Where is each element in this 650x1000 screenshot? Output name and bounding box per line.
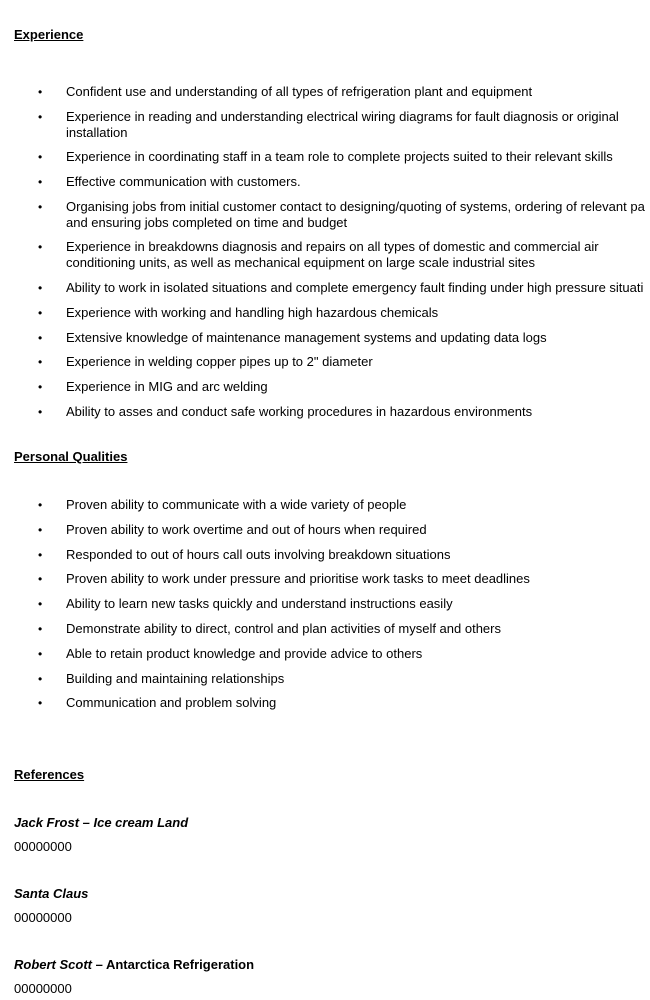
list-item [0,174,650,190]
list-item-text: Responded to out of hours call outs involving breakdown situations [66,546,451,562]
list-item-text: installation [66,124,128,140]
list-item [0,671,650,687]
list-item-text: Able to retain product knowledge and provide advice to others [66,645,423,661]
list-item-text: Experience in coordinating staff in a team role to complete projects suited to their relevant skills [66,149,613,165]
bullet-icon: • [38,109,43,124]
experience-list [0,84,650,428]
list-item [0,404,650,420]
list-item-text: Communication and problem solving [66,695,277,711]
list-item-text: Extensive knowledge of maintenance management systems and updating data logs [66,329,547,345]
list-item [0,571,650,587]
references-heading: References [14,767,85,782]
list-item [0,621,650,637]
reference-name [14,886,88,902]
list-item [0,239,650,271]
list-item [0,149,650,165]
list-item-text: Effective communication with customers. [66,174,301,190]
bullet-icon: • [38,498,43,512]
list-item [0,596,650,612]
list-item [0,547,650,563]
list-item [0,84,650,100]
list-item-text: Proven ability to communicate with a wide variety of people [66,497,407,512]
list-item [0,330,650,346]
reference-phone: 00000000 [14,981,72,996]
list-item-text: Experience in breakdowns diagnosis and repairs on all types of domestic and commercial air [66,239,599,255]
bullet-icon: • [38,150,43,165]
list-item-text: Ability to work in isolated situations and complete emergency fault finding under high pressure situati [66,280,644,296]
list-item-text: Experience in reading and understanding electrical wiring diagrams for fault diagnosis or original [66,108,619,124]
bullet-icon: • [38,572,43,587]
list-item-text: Ability to learn new tasks quickly and understand instructions easily [66,596,453,612]
list-item [0,199,650,231]
bullet-icon: • [38,240,43,255]
list-item-text: Proven ability to work overtime and out of hours when required [66,521,427,537]
list-item-text: Proven ability to work under pressure and prioritise work tasks to meet deadlines [66,571,530,587]
bullet-icon: • [38,355,43,370]
reference-name-italic: Robert Scott [14,957,92,972]
list-item [0,109,650,141]
reference-name-italic: Jack Frost – Ice cream Land [14,815,189,830]
list-item [0,379,650,395]
list-item [0,305,650,321]
bullet-icon: • [38,305,43,320]
list-item-text: Organising jobs from initial customer contact to designing/quoting of systems, ordering of relevant pa [66,198,645,214]
list-item [0,497,650,513]
bullet-icon: • [38,404,43,419]
list-item-text: Demonstrate ability to direct, control and plan activities of myself and others [66,620,501,636]
list-item-text: Experience with working and handling high hazardous chemicals [66,304,439,320]
list-item [0,646,650,662]
bullet-icon: • [38,379,43,394]
bullet-icon: • [38,85,43,99]
list-item-text: and ensuring jobs completed on time and budget [66,214,348,230]
list-item-text: Building and maintaining relationships [66,670,285,686]
bullet-icon: • [38,330,43,345]
reference-phone: 00000000 [14,839,72,854]
list-item-text: Confident use and understanding of all types of refrigeration plant and equipment [66,84,533,99]
list-item [0,695,650,711]
bullet-icon: • [38,199,43,214]
bullet-icon: • [38,597,43,612]
reference-name-italic: Santa Claus [14,886,89,901]
bullet-icon: • [38,621,43,636]
bullet-icon: • [38,646,43,661]
list-item-text: Experience in MIG and arc welding [66,378,268,394]
bullet-icon: • [38,522,43,537]
reference-name [14,957,254,973]
list-item-text: conditioning units, as well as mechanical equipment on large scale industrial sites [66,255,535,271]
list-item [0,522,650,538]
list-item [0,354,650,370]
reference-name-plain: – Antarctica Refrigeration [92,957,255,972]
reference-phone: 00000000 [14,910,72,925]
bullet-icon: • [38,175,43,190]
experience-heading: Experience [14,27,84,42]
bullet-icon: • [38,671,43,686]
reference-name [14,815,188,831]
list-item-text: Ability to asses and conduct safe working procedures in hazardous environments [66,403,533,419]
personal-qualities-heading: Personal Qualities [14,449,128,464]
bullet-icon: • [38,281,43,296]
personal-qualities-list [0,497,650,720]
bullet-icon: • [38,696,43,711]
bullet-icon: • [38,547,43,562]
list-item [0,280,650,296]
list-item-text: Experience in welding copper pipes up to 2" diameter [66,354,373,370]
